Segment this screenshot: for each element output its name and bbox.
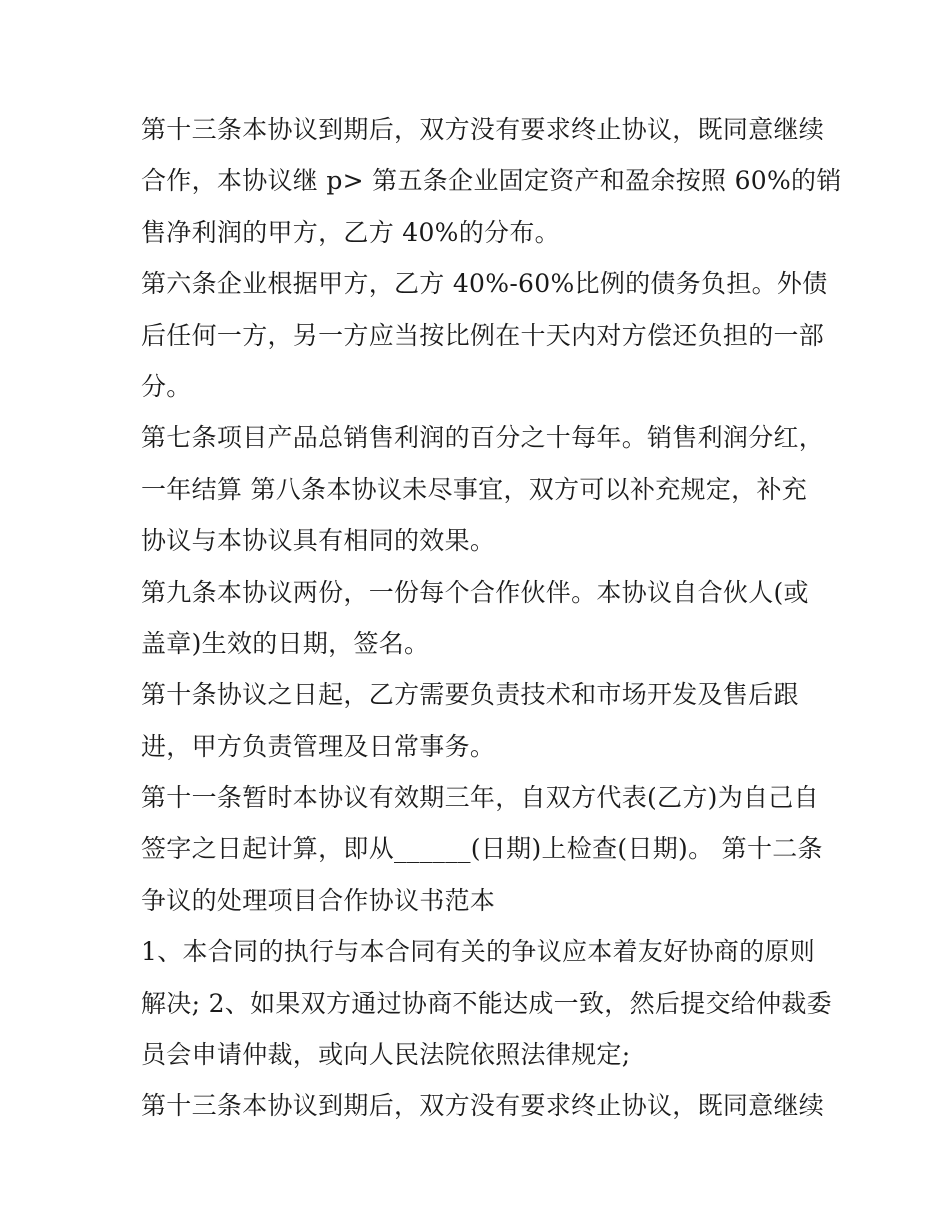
text-line: 第十一条暂时本协议有效期三年，自双方代表(乙方)为自己自 <box>141 783 819 813</box>
text-line: 争议的处理项目合作协议书范本 <box>141 885 496 915</box>
document-body <box>141 104 842 1132</box>
paragraph-article-7 <box>141 412 825 566</box>
text-line: 进，甲方负责管理及日常事务。 <box>141 731 496 761</box>
text-line: 第十三条本协议到期后，双方没有要求终止协议，既同意继续 <box>141 1091 825 1121</box>
paragraph-article-13-repeat <box>141 1080 825 1131</box>
text-line: 第六条企业根据甲方，乙方 40%-60%比例的债务负担。外债 <box>141 269 828 299</box>
paragraph-dispute-clauses <box>141 926 832 1080</box>
text-line: 售净利润的甲方，乙方 40%的分布。 <box>141 217 560 247</box>
text-line: 1、本合同的执行与本合同有关的争议应本着友好协商的原则 <box>141 937 816 967</box>
text-line: 解决; 2、如果双方通过协商不能达成一致，然后提交给仲裁委 <box>141 988 832 1018</box>
paragraph-article-6 <box>141 258 828 412</box>
text-line: 合作，本协议继 p> 第五条企业固定资产和盈余按照 60%的销 <box>141 166 842 196</box>
text-line: 协议与本协议具有相同的效果。 <box>141 526 496 556</box>
paragraph-article-13 <box>141 104 842 258</box>
text-line: 第十条协议之日起，乙方需要负责技术和市场开发及售后跟 <box>141 680 799 710</box>
text-line: 签字之日起计算，即从______(日期)上检查(日期)。 第十二条 <box>141 834 823 864</box>
text-line: 一年结算 第八条本协议未尽事宜，双方可以补充规定，补充 <box>141 474 808 504</box>
text-line: 第九条本协议两份，一份每个合作伙伴。本协议自合伙人(或 <box>141 577 809 607</box>
text-line: 第七条项目产品总销售利润的百分之十每年。销售利润分红， <box>141 423 825 453</box>
text-line: 盖章)生效的日期，签名。 <box>141 628 430 658</box>
text-line: 分。 <box>141 371 192 401</box>
text-line: 后任何一方，另一方应当按比例在十天内对方偿还负担的一部 <box>141 320 825 350</box>
paragraph-article-11 <box>141 772 821 926</box>
text-line: 员会申请仲裁，或向人民法院依照法律规定; <box>141 1040 631 1070</box>
paragraph-article-10 <box>141 669 821 772</box>
paragraph-article-9 <box>141 567 821 670</box>
text-line: 第十三条本协议到期后，双方没有要求终止协议，既同意继续 <box>141 115 825 144</box>
